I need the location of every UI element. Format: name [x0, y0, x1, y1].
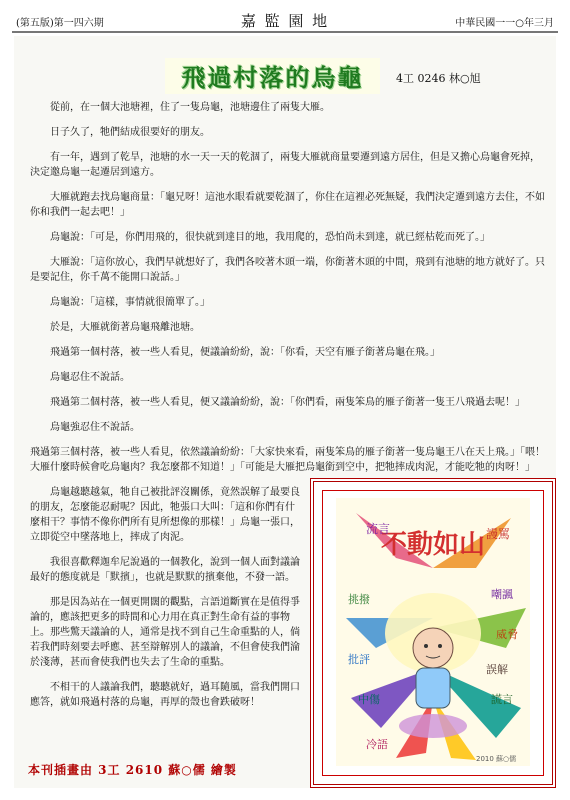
paragraph: 日子久了，牠們結成很要好的朋友。 — [50, 127, 210, 138]
paragraph: 有一年，遇到了乾旱，池塘的水一天一天的乾涸了，兩隻大雁就商量要遷到遠方居住，但是又擔心烏龜會死掉，決定邀烏龜一起遷居到遠方。 — [30, 152, 540, 178]
illustration-word: 謊言 — [491, 693, 513, 706]
paragraph: 飛過第二個村落，被一些人看見，便又議論紛紛，說：「你們看，兩隻笨鳥的雁子銜著一隻王八飛過去呢！」 — [50, 397, 525, 408]
illustration-word: 誤解 — [486, 663, 508, 676]
paragraph: 烏龜忍住不說話。 — [50, 372, 130, 383]
illustration-word: 流言 — [366, 522, 391, 536]
paragraph: 烏龜越聽越氣，牠自己被批評沒關係，竟然誤解了最要良的朋友，怎麼能忍耐呢？因此，牠張口大叫：「這和你們有什麼相干？事情不像你們所有見所想像的那樣！」烏龜一張口，立即從空中墜落地上，摔成了肉泥。 — [30, 487, 300, 543]
paragraph: 於是，大雁就銜著烏龜飛離池塘。 — [50, 322, 200, 333]
illustration-word: 嘲諷 — [491, 588, 513, 601]
illustration-word: 批評 — [348, 653, 370, 666]
paragraph: 從前，在一個大池塘裡，住了一隻烏龜，池塘邊住了兩隻大雁。 — [50, 102, 330, 113]
issue-date: 中華民國一一○年三月 — [455, 18, 554, 29]
paragraph: 不相干的人議論我們，聽聽就好，過耳隨風，當我們開口應答，就如飛過村落的烏龜，再厚的殼也會跌破呀！ — [30, 682, 300, 708]
paragraph: 烏龜說：「可是，你們用飛的，很快就到達目的地，我用爬的，恐怕尚未到達，就已經枯乾而死了。」 — [50, 232, 490, 243]
illustration-art — [336, 498, 530, 766]
illustration-frame — [310, 478, 556, 788]
paragraph: 飛過第三個村落，被一些人看見，依然議論紛紛：「大家快來看，兩隻笨鳥的雁子銜著一隻烏龜王八在天上飛。」「喂！大雁什麼時候會吃烏龜肉？我怎麼都不知道！」「可能是大雁把烏龜銜到空中，把牠摔成肉泥，才能吃牠的肉呀！」 — [30, 447, 545, 473]
illustration-signature: 2010 蘇○儒 — [476, 755, 517, 763]
illustration-credit: 本刊插畫由 3工 2610 蘇○儒 繪製 — [28, 763, 237, 777]
paragraph: 飛過第一個村落，被一些人看見，便議論紛紛，說：「你看，天空有雁子銜著烏龜在飛。」 — [50, 347, 440, 358]
paragraph: 大雁說：「這你放心，我們早就想好了，我們各咬著木頭一端，你銜著木頭的中間，飛到有池塘的地方就好了。只是要記住，你千萬不能開口說話。」 — [30, 257, 545, 283]
illustration-word: 威脅 — [496, 628, 518, 641]
header-rule — [12, 31, 558, 33]
paragraph: 我很喜歡釋迦牟尼說過的一個教化，說到一個人面對議論最好的態度就是「默擯」，也就是默默的擯棄他，不發一語。 — [30, 557, 300, 583]
paragraph: 大雁就跑去找烏龜商量：「龜兄呀！這池水眼看就要乾涸了，你住在這裡必死無疑，我們決定遷到遠方去住，不如你和我們一起去吧！」 — [30, 192, 545, 218]
page-header — [16, 8, 554, 32]
paragraph: 烏龜強忍住不說話。 — [50, 422, 140, 433]
illustration-word: 中傷 — [358, 693, 380, 706]
illustration-main-word: 不動如山 — [380, 530, 486, 560]
illustration-word: 冷語 — [366, 738, 388, 751]
article-author: 4工 0246 林○旭 — [396, 72, 481, 85]
article-title: 飛過村落的烏龜 — [181, 63, 364, 92]
illustration-word: 謾罵 — [486, 527, 511, 541]
paragraph: 烏龜說：「這樣，事情就很簡單了。」 — [50, 297, 210, 308]
illustration-word: 挑撥 — [348, 593, 370, 606]
issue-number: (第五版)第一四六期 — [16, 18, 104, 29]
publication-title: 嘉 監 園 地 — [240, 12, 330, 30]
paragraph: 那是因為站在一個更開闊的觀點，言語道斷實在是值得爭論的，應該把更多的時間和心力用在真正對生命有益的事物上。那些驚天議論的人，通常是找不到自己生命重點的人，倘若我們時刻要去呼應、甚至辯解別人的議論，不但會使我們淪於淺薄，甚而會使我們也失去了生命的重點。 — [30, 597, 300, 668]
